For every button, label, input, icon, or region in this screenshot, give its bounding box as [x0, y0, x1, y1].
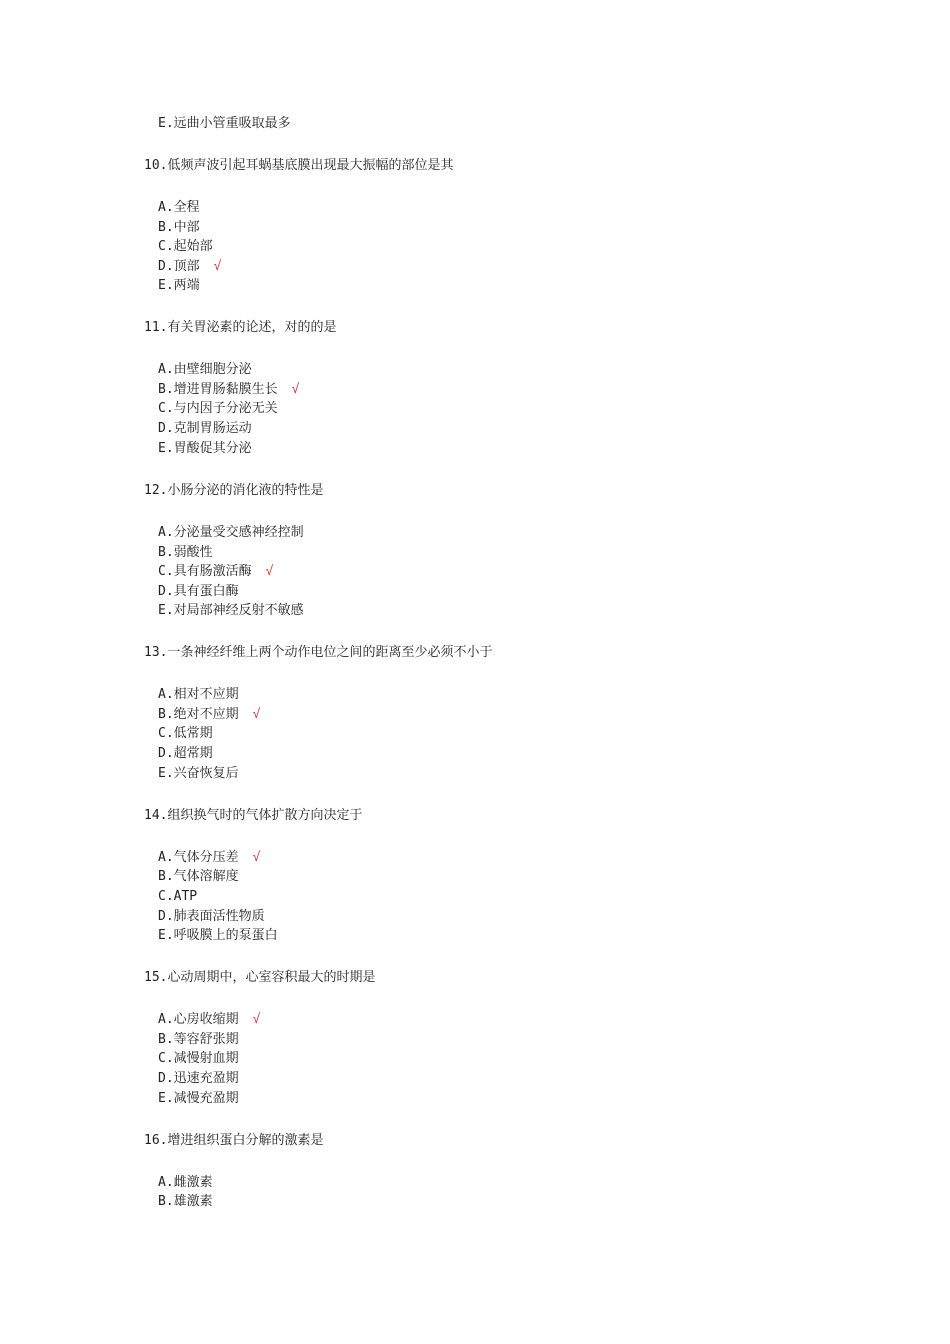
question-text: 10.低频声波引起耳蜗基底膜出现最大振幅的部位是其	[144, 158, 454, 173]
answer-option	[158, 525, 304, 541]
answer-option	[158, 746, 213, 762]
option-text: E.减慢充盈期	[158, 1091, 239, 1106]
answer-option	[158, 421, 252, 437]
option-text: A.雌激素	[158, 1175, 213, 1190]
question-text: 11.有关胃泌素的论述，对的的是	[144, 320, 337, 335]
answer-option	[158, 603, 304, 619]
answer-option	[158, 382, 299, 398]
answer-option	[158, 200, 200, 216]
question-title	[144, 645, 492, 661]
answer-option	[158, 116, 291, 132]
answer-option	[158, 726, 213, 742]
option-text: D.迅速充盈期	[158, 1071, 239, 1086]
answer-option	[158, 1175, 213, 1191]
answer-option	[158, 850, 260, 866]
option-text: B.气体溶解度	[158, 869, 239, 884]
option-text: A.全程	[158, 200, 200, 215]
answer-option	[158, 1071, 239, 1087]
option-text: B.等容舒张期	[158, 1032, 239, 1047]
option-text: E.两端	[158, 278, 200, 293]
option-text: E.对局部神经反射不敏感	[158, 603, 304, 618]
option-text: C.低常期	[158, 726, 213, 741]
option-text: A.由壁细胞分泌	[158, 362, 252, 377]
question-title	[144, 1133, 323, 1149]
option-text: A.心房收缩期	[158, 1012, 239, 1027]
answer-option	[158, 1032, 239, 1048]
answer-option	[158, 1091, 239, 1107]
option-text: A.气体分压差	[158, 850, 239, 865]
question-text: 12.小肠分泌的消化液的特性是	[144, 483, 324, 498]
correct-check-icon: √	[252, 707, 261, 722]
option-text: C.ATP	[158, 889, 198, 904]
correct-check-icon: √	[291, 382, 300, 397]
answer-option	[158, 909, 265, 925]
answer-option	[158, 401, 278, 417]
answer-option	[158, 239, 213, 255]
answer-option	[158, 545, 213, 561]
option-text: D.克制胃肠运动	[158, 421, 252, 436]
option-text: C.起始部	[158, 239, 213, 254]
answer-option	[158, 362, 252, 378]
option-text: B.增进胃肠黏膜生长	[158, 382, 278, 397]
question-text: 13.一条神经纤维上两个动作电位之间的距离至少必须不小于	[144, 645, 493, 660]
option-text: D.具有蛋白酶	[158, 584, 239, 599]
option-text: B.雄激素	[158, 1194, 213, 1209]
answer-option	[158, 278, 200, 294]
option-text: D.肺表面活性物质	[158, 909, 265, 924]
option-text: B.绝对不应期	[158, 707, 239, 722]
option-text: E.胃酸促其分泌	[158, 441, 252, 456]
option-text: C.减慢射血期	[158, 1051, 239, 1066]
answer-option	[158, 220, 200, 236]
answer-option	[158, 766, 239, 782]
question-text: 15.心动周期中，心室容积最大的时期是	[144, 970, 376, 985]
option-text: E.远曲小管重吸取最多	[158, 116, 291, 131]
answer-option	[158, 259, 221, 275]
answer-option	[158, 1051, 239, 1067]
answer-option	[158, 707, 260, 723]
option-text: B.中部	[158, 220, 200, 235]
correct-check-icon: √	[213, 259, 222, 274]
option-text: D.顶部	[158, 259, 200, 274]
correct-check-icon: √	[265, 564, 274, 579]
answer-option	[158, 687, 239, 703]
question-title	[144, 483, 323, 499]
question-text: 14.组织换气时的气体扩散方向决定于	[144, 808, 363, 823]
option-text: E.呼吸膜上的泵蛋白	[158, 928, 278, 943]
option-text: C.与内因子分泌无关	[158, 401, 278, 416]
answer-option	[158, 889, 197, 905]
question-text: 16.增进组织蛋白分解的激素是	[144, 1133, 324, 1148]
answer-option	[158, 1012, 260, 1028]
answer-option	[158, 564, 273, 580]
option-text: C.具有肠激活酶	[158, 564, 252, 579]
question-title	[144, 808, 362, 824]
correct-check-icon: √	[252, 850, 261, 865]
answer-option	[158, 584, 239, 600]
option-text: A.相对不应期	[158, 687, 239, 702]
answer-option	[158, 441, 252, 457]
question-title	[144, 320, 336, 336]
answer-option	[158, 928, 278, 944]
answer-option	[158, 1194, 213, 1210]
option-text: E.兴奋恢复后	[158, 766, 239, 781]
question-title	[144, 158, 453, 174]
option-text: A.分泌量受交感神经控制	[158, 525, 304, 540]
option-text: B.弱酸性	[158, 545, 213, 560]
question-title	[144, 970, 375, 986]
option-text: D.超常期	[158, 746, 213, 761]
correct-check-icon: √	[252, 1012, 261, 1027]
answer-option	[158, 869, 239, 885]
